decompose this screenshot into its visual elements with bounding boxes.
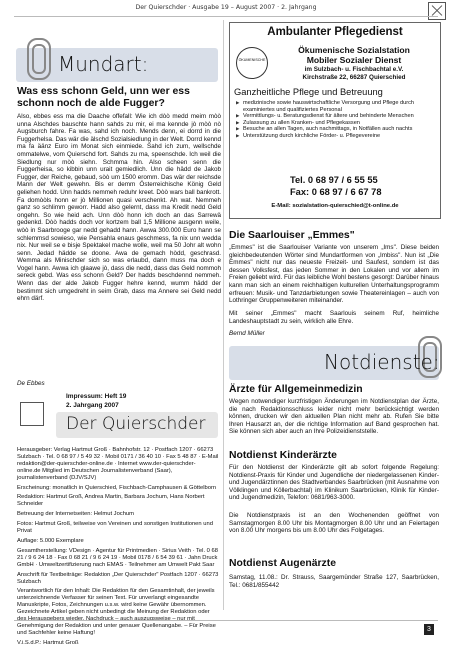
impressum-auflage: Auflage: 5.000 Exemplare	[17, 537, 84, 544]
page-number: 3	[424, 624, 434, 635]
impressum-line2: 2. Jahrgang 2007	[66, 402, 119, 409]
publication-logo-icon	[20, 402, 44, 426]
column-divider	[223, 20, 224, 610]
pflege-bullet: ▶ Zulassung zu allen Kranken- und Pflegekassen	[236, 120, 434, 127]
pflege-org2: Mobiler Sozialer Dienst	[306, 55, 402, 65]
mundart-body: Also, ebbes ess ma die Daache offefall: Wie ich dòò medd meim mòò unna Alschdes bauschte hann sahds zu mir, ei ma kennde jò mòò nò Augsburch fahre. Fa was, sahd ich noch. Mends denn, ei dorrd in die Fuggerhelsa. Das wär die älschd Sozialsiedlung in der Welt. Dorrd kennd ma fa äänz Euro im Monat sich einmiede. Sahd ich zum, wellschde ommatelwe, vom Quierschd fort. Sahds zu ma, speenschde. Ich weil die Siedlung nur mòò siehn. Schmma hin. Also scheen senn die Fuggerheisa, so kibbin unn urait gemiedlich. Unn die hädd de Jakob Fugger, der Reiche, gebaud, sòò um 1500 eromm. Das wär der reichsde Mann der Welt gewehn. Bis er demm Österreichische König Geld geliehen hodd. Unn hadds nemmeh reduhr kreet. Dòò wars ball bankrott. Fa domòòls honn er jò Millionen quasi verschenkt. Ah wat. Nemmeh ganz so schlimm geworr. Hadd also gelernt, dass ma Kredit nedd Geld ongehn. So wie heid ach. Unn dòò honn ich doch an das Sarrewä gedenkd. Dòò hadds doch vor kortzem ball 1,5 Millione ausgenn weile, wòò in Saarbrooge gar nedd gehadd hann. Awwa 300.000 Euro hann se schlemmsd sowieso, wie Pensahla enaus geschmess, fa nix unn wedda nix. Nur weil se e bisje Spektakel mache wolle, weil ma 50 Johr alt wohn senn. Jedad hädde se doone. Awa de gemach hòdd, geschrasd. Wemma als Minischder sich so was erlaubd, dann muss ma doch e Vogel hann. Awwa ich glaawe jò, dass die nedd, dass das Geld nommoh sereck gebd. Was ess schonn Geld? Der hadds beschdennd nemmeh. Wenn das der alde Jakob Fugger hehre kennd, wumm hädd der bestimmt sich umgedreht in seim Grab, dass ma Annere sei Geld nedd ehrn därf.	[17, 113, 221, 303]
aerzte-body: Wegen notwendiger kurzfristigen Änderungen im Notdienstplan der Ärzte, die nach Redaktionsschluss leider nicht mehr berücksichtigt werden können, drucken wir den aktuellen Plan nicht mehr ab. Rufen Sie bitte Ihren Hausarzt an, der die richtige Information auf Band gesprochen hat. Sie können sich aber auch an Ihre Polizeidienststelle.	[229, 398, 439, 436]
pflege-org1: Ökumenische Sozialstation	[298, 45, 410, 55]
pflege-bullet: ▶ Unterstützung durch kirchliche Förder- u. Pflegevereine	[236, 133, 434, 140]
pflege-tel: Tel. 0 68 97 / 6 55 55	[290, 175, 378, 185]
kinder-body: Für den Notdienst der Kinderärzte gilt ab sofort folgende Regelung: Notdienst-Praxis für Kinder und Jugendliche der niedergelassenen Kinder- und Jugendärztinnen des Stadtverbandes Saarbrücken (mit Ausnahme von Völklingen und Köllerbachtal) im Klinikum Saarbrücken, Klinik für Kinder- und Jugendmedizin, Telefon: 0681/963-3000.	[229, 464, 439, 502]
impressum-gesamt: Gesamtherstellung: VDesign · Agentur für Printmedien · Sirius Veith · Tel. 0 68 21 / 9 6 24 18 · Fax 0 68 21 / 9 6 24 19 · Mobil 0178 / 6 54 39 61 · Jahn Druck GmbH · Umweltzertifizierung nach EMAS · Teilnehmer am Umwelt Pakt Saar	[17, 547, 218, 568]
impressum-anschrift: Anschrift für Textbeiträge: Redaktion „Der Quierschder" Postfach 1207 · 66273 Sulzbach	[17, 571, 219, 585]
pflege-address: Kirchstraße 22, 66287 Quierschied	[302, 74, 406, 81]
pflege-title: Ambulanter Pflegedienst	[267, 26, 403, 38]
impressum-header	[16, 392, 218, 442]
impressum-visdp: V.i.S.d.P.: Hartmut Groß	[17, 639, 79, 646]
impressum-betreuung: Betreuung der Internetseiten: Helmut Jochum	[17, 511, 134, 518]
impressum-body	[17, 447, 219, 646]
page-header	[0, 0, 452, 22]
impressum-redaktion: Redaktion: Hartmut Groß, Andrea Martin, Barbara Jochum, Hans Norbert Schneider	[17, 494, 205, 508]
header-rule	[14, 16, 438, 17]
pflege-tagline: Ganzheitliche Pflege und Betreuung	[234, 87, 383, 97]
impressum-erscheinung: Erscheinung: monatlich in Quierschied, Fischbach-Camphausen & Göttelborn	[17, 484, 217, 491]
mundart-title: Mundart:	[58, 52, 149, 76]
impressum-verantwortlich: Verantwortlich für den Inhalt: Die Redaktion für den Gesamtinhalt, der jeweils unterzeichnende Verfasser für seinen Text. Für unverlangt eingesandte Manuskripte, Fotos, Zeichnungen u.s.w. wird keine Gewähr übernommen. Gezeichnete Artikel geben nicht unbedingt die Meinung der Redaktion oder Genehmigung der Redaktion und unter genauer Quellenangabe. – Für Preise und Sachfehler keine Haftung!	[17, 588, 216, 636]
emmes-author: Bernd Müller	[229, 330, 265, 337]
mundart-author: De Ebbes	[17, 380, 45, 387]
pflege-ad	[229, 22, 441, 219]
pflege-fax: Fax: 0 68 97 / 6 67 78	[290, 187, 382, 197]
emmes-title: Die Saarlouiser „Emmes"	[229, 230, 355, 241]
footer-rule	[14, 620, 438, 621]
header-text: Der Quierschder · Ausgabe 19 – August 2007 · 2. Jahrgang	[135, 4, 317, 11]
kinder-body2: Die Notdienstpraxis ist an den Wochenenden geöffnet von Samstagmorgen 8.00 Uhr bis Montagmorgen 8.00 Uhr und an Feiertagen von 8.00 Uhr morgens bis um 8.00 Uhr des Folgetages.	[229, 512, 439, 535]
impressum-title: Der Quierschder	[66, 414, 206, 434]
emmes-body2: Mit seiner „Emmes" macht Saarlouis seinem Ruf, heimliche Landeshauptstadt zu sein, wirklich alle Ehre.	[229, 310, 439, 325]
pflege-bullet: ▶ Vermittlungs- u. Beratungsdienst für ältere und behinderte Menschen	[236, 113, 434, 120]
emmes-body: „Emmes" ist die Saarlouiser Variante von unserem „Ims". Diese beiden gleichbedeutenden Wörter sind Mundartformen von „Imbiss". Nun ist „Die Emmes" nicht nur das neueste Freizeit- und Saufest, sondern ist das dessen Volksfest, das jeden Sommer in den Lokalen und vor allem im Freien geliebt wird. Für das leibliche Wohl bestens gesorgt: Darüber hinaus kann man sich an einem reichhaltigen kulturellen Unterhaltungsprogramm erfreuen: Musik- und Tanzdarbietungen sowie Theatereinlagen – auch von Lothringer Gruppenweiteren miteinander.	[229, 244, 439, 305]
augen-title: Notdienst Augenärzte	[229, 558, 336, 569]
kinder-title: Notdienst Kinderärzte	[229, 450, 337, 461]
aerzte-title: Ärzte für Allgemeinmedizin	[229, 384, 363, 395]
pflege-bullet: ▶ medizinische sowie hauswirtschaftliche Versorgung und Pflege durch examiniertes und qualifiziertes Personal	[236, 100, 434, 113]
sozialstation-logo-icon	[236, 47, 268, 79]
impressum-publisher: Herausgeber: Verlag Hartmut Groß · Bahnhofstr. 12 · Postfach 1207 · 66273 Sulzbach · Tel. 0 68 97 / 5 49 32 · Mobil 0171 / 36 40 10 · Fax 5 48 87 · E-Mail redaktion@der-quierschder-online.de · Internet www.der-quierschder-online.de Mitglied im Deutschen Journalistenverband (Saar), journalistenverband (DJV/SJV)	[17, 447, 219, 481]
impressum-fotos: Fotos: Hartmut Groß, teilweise von Vereinen und sonstigen Institutionen und Privat	[17, 521, 213, 535]
publication-logo-icon	[428, 2, 446, 20]
pflege-org3: im Sulzbach- u. Fischbachtal e.V.	[304, 66, 404, 73]
notdienste-title: Notdienste:	[324, 350, 440, 374]
pflege-bullets	[236, 100, 434, 140]
mundart-headline: Was ess schonn Geld, unn wer ess schonn noch de alde Fugger?	[17, 86, 190, 109]
pflege-email: E-Mail: sozialstation-quierschied@t-online.de	[271, 203, 399, 209]
pflege-bullet: ▶ Besuche an allen Tagen, auch nachmittags, in Notfällen auch nachts	[236, 126, 434, 133]
logo-text: ÖKUMENISCHE	[238, 58, 266, 62]
augen-body: Samstag, 11.08.: Dr. Strauss, Saargemünder Straße 127, Saarbrücken, Tel.: 0681/855442	[229, 574, 439, 589]
impressum-line1: Impressum: Heft 19	[66, 393, 127, 400]
paperclip-icon	[27, 38, 51, 80]
